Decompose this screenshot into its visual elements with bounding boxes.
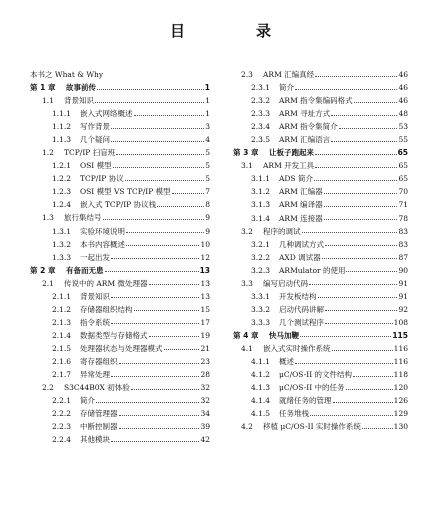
toc-entry-title: μC/OS-II 的文件结构 (279, 370, 353, 380)
toc-page-number: 71 (398, 200, 408, 210)
toc-leader-dots (126, 232, 204, 233)
toc-leader-dots (295, 89, 397, 90)
toc-subsection-entry (233, 198, 408, 211)
toc-page-number: 23 (200, 356, 210, 366)
toc-leader-dots (111, 128, 204, 129)
toc-page-number: 78 (398, 213, 408, 223)
toc-leader-dots (325, 310, 397, 311)
toc-entry-number: 3.1.4 (251, 213, 271, 223)
toc-page-number: 8 (205, 200, 210, 210)
toc-leader-dots (362, 428, 393, 429)
toc-entry-number: 4.1.4 (251, 396, 271, 406)
toc-entry-number: 3.2 (241, 226, 253, 236)
toc-page-number: 83 (398, 239, 408, 249)
toc-leader-dots (111, 376, 199, 377)
toc-leader-dots (302, 232, 398, 233)
toc-leader-dots (324, 206, 398, 207)
toc-entry-number: 1.1.3 (52, 135, 72, 145)
toc-leader-dots (325, 323, 393, 324)
toc-subsection-entry (30, 185, 210, 198)
toc-leader-dots (346, 271, 397, 272)
toc-subsection-entry (233, 238, 408, 251)
toc-leader-dots (331, 115, 397, 116)
toc-subsection-entry (233, 303, 408, 316)
toc-subsection-entry (30, 159, 210, 172)
toc-entry-number: 2.1.3 (52, 317, 72, 327)
toc-entry-title: ARM 指令集编码格式 (279, 96, 353, 106)
toc-entry-title: 几种调试方式 (279, 239, 324, 249)
toc-entry-title: 存储管理器 (80, 409, 118, 419)
toc-page-number: 116 (393, 357, 408, 367)
toc-leader-dots (318, 297, 398, 298)
toc-page-number: 1 (204, 83, 210, 92)
toc-subsection-entry (233, 251, 408, 264)
toc-column-left (30, 68, 210, 446)
toc-entry-title: 旅行集结号 (64, 213, 102, 223)
toc-leader-dots (125, 180, 205, 181)
toc-entry-title: ARM 汇编语言 (279, 135, 331, 145)
toc-entry-number: 1.2.3 (52, 187, 72, 197)
toc-section-entry (30, 211, 210, 224)
toc-entry-number: 2.2.1 (52, 396, 72, 406)
toc-leader-dots (96, 402, 199, 403)
toc-subsection-entry (233, 185, 408, 198)
toc-entry-title: ADS 简介 (279, 174, 313, 184)
toc-entry-number: 4.1 (241, 343, 253, 353)
toc-subsection-entry (30, 355, 210, 368)
toc-page-number: 115 (392, 330, 408, 340)
toc-page-number: 126 (393, 396, 408, 406)
toc-leader-dots (119, 428, 200, 429)
toc-subsection-entry (30, 251, 210, 264)
toc-page-number: 108 (393, 317, 408, 327)
toc-page-number: 1 (205, 96, 210, 106)
toc-page-number: 129 (393, 409, 408, 419)
toc-page-number: 32 (200, 396, 210, 406)
toc-entry-title: 任务堆栈 (279, 409, 309, 419)
toc-entry-number: 3.1.1 (251, 174, 271, 184)
toc-leader-dots (111, 258, 199, 259)
toc-page-number: 120 (393, 383, 408, 393)
toc-entry-number: 3.1.2 (251, 187, 271, 197)
toc-entry-number: 3.2.1 (251, 239, 271, 249)
toc-leader-dots (315, 167, 397, 168)
toc-page-number: 13 (200, 278, 210, 288)
toc-entry-title: 异常处理 (80, 370, 110, 380)
toc-leader-dots (134, 115, 205, 116)
toc-entry-title: 简介 (80, 396, 95, 406)
toc-page-number: 1 (205, 109, 210, 119)
toc-entry-number: 2.1.7 (52, 370, 72, 380)
toc-entry-title: 概述 (279, 357, 294, 367)
toc-subsection-entry (233, 381, 408, 394)
toc-leader-dots (324, 193, 398, 194)
toc-section-entry (233, 342, 408, 355)
toc-entry-number: 3.3.3 (251, 317, 271, 327)
toc-entry-title: 嵌入式实时操作系统 (263, 343, 331, 353)
toc-page-number: 19 (200, 330, 210, 340)
toc-entry-title: 其他模块 (80, 435, 110, 445)
toc-page-number: 46 (398, 83, 408, 93)
toc-entry-number: 4.1.1 (251, 357, 271, 367)
toc-entry-number: 2.1.6 (52, 356, 72, 366)
toc-leader-dots (315, 76, 397, 77)
toc-page-number: 91 (398, 291, 408, 301)
toc-entry-number: 2.2.3 (52, 422, 72, 432)
toc-chapter-entry (233, 146, 408, 159)
toc-entry-title: ARM 连接器 (279, 213, 323, 223)
toc-section-entry (30, 94, 210, 107)
toc-page-number: 5 (205, 148, 210, 158)
toc-entry-number: 第 3 章 (233, 148, 259, 158)
toc-entry-title: 背景知识 (64, 96, 94, 106)
preface-entry: 本书之 What & Why (30, 70, 104, 79)
toc-subsection-entry (30, 407, 210, 420)
toc-entry-number: 3.3.2 (251, 304, 271, 314)
toc-entry-number: 2.2 (42, 383, 54, 393)
toc-chapter-entry (233, 329, 408, 342)
toc-subsection-entry (233, 264, 408, 277)
toc-leader-dots (314, 180, 398, 181)
toc-leader-dots (111, 323, 199, 324)
toc-leader-dots (95, 102, 204, 103)
toc-entry-title: ARM 汇编真经 (263, 70, 315, 79)
toc-subsection-entry (233, 407, 408, 420)
toc-page-number: 87 (398, 252, 408, 262)
toc-leader-dots (105, 271, 199, 272)
toc-page-number: 118 (393, 370, 408, 380)
toc-entry-title: 传说中的 ARM 微处理器 (64, 278, 148, 288)
toc-subsection-entry (30, 120, 210, 133)
toc-leader-dots (315, 154, 397, 155)
toc-subsection-entry (233, 290, 408, 303)
toc-page-number: 12 (200, 252, 210, 262)
toc-page-number: 32 (200, 383, 210, 393)
toc-leader-dots (332, 350, 393, 351)
toc-entry-number: 第 4 章 (233, 330, 259, 340)
toc-leader-dots (111, 297, 199, 298)
toc-page-number: 42 (200, 435, 210, 445)
toc-chapter-entry (30, 81, 210, 94)
toc-section-entry (233, 68, 408, 81)
toc-leader-dots (113, 167, 205, 168)
toc-entry-number: 1.3 (42, 213, 54, 223)
toc-page-number: 5 (205, 161, 210, 171)
toc-page-number: 28 (200, 370, 210, 380)
toc-entry-title: ARM 指令集简介 (279, 122, 338, 132)
toc-entry-number: 3.1 (241, 161, 253, 171)
toc-leader-dots (164, 349, 200, 350)
toc-leader-dots (119, 363, 200, 364)
toc-entry-title: 指令系统 (80, 317, 110, 327)
toc-page-number: 130 (393, 422, 408, 432)
toc-entry-title: 嵌入式网络概述 (80, 109, 133, 119)
toc-leader-dots (324, 219, 398, 220)
toc-subsection-entry (30, 433, 210, 446)
toc-entry-number: 2.3.1 (251, 83, 271, 93)
toc-subsection-entry (233, 81, 408, 94)
toc-entry-number: 第 2 章 (30, 265, 56, 275)
toc-entry-title: 简介 (279, 83, 294, 93)
toc-entry-title: 寄存器组织 (80, 356, 118, 366)
toc-leader-dots (126, 245, 199, 246)
toc-entry-number: 1.1 (42, 96, 54, 106)
toc-entry-title: 背景知识 (80, 291, 110, 301)
toc-leader-dots (333, 402, 393, 403)
toc-page-number: 9 (205, 226, 210, 236)
toc-page-number: 48 (398, 109, 408, 119)
toc-subsection-entry (233, 133, 408, 146)
toc-entry-number: 1.2.2 (52, 174, 72, 184)
toc-subsection-entry (233, 120, 408, 133)
toc-subsection-entry (30, 198, 210, 211)
page-title: 目 录 (169, 22, 299, 40)
toc-entry-title: AXD 调试器 (279, 252, 321, 262)
toc-entry-number: 1.2.1 (52, 161, 72, 171)
toc-entry-title: 让板子跑起来 (269, 148, 314, 158)
toc-entry-title: μC/OS-II 中的任务 (279, 383, 345, 393)
toc-page-number: 91 (398, 278, 408, 288)
toc-entry-title: ARM 汇编器 (279, 187, 323, 197)
toc-subsection-entry (30, 290, 210, 303)
toc-subsection-entry (30, 172, 210, 185)
toc-chapter-entry (30, 264, 210, 277)
toc-leader-dots (331, 141, 397, 142)
toc-entry-title: TCP/IP 协议 (80, 174, 124, 184)
toc-entry-title: 中断控制器 (80, 422, 118, 432)
toc-entry-title: 写作背景 (80, 122, 110, 132)
toc-entry-title: 本书内容概述 (80, 239, 125, 249)
toc-entry-number: 2.3.3 (251, 109, 271, 119)
toc-subsection-entry (30, 225, 210, 238)
toc-entry-title: 程序的调试 (263, 226, 301, 236)
toc-leader-dots (103, 219, 205, 220)
toc-leader-dots (119, 415, 200, 416)
toc-entry-number: 1.3.1 (52, 226, 72, 236)
toc-entry-number: 2.1.2 (52, 304, 72, 314)
toc-subsection-entry (233, 394, 408, 407)
toc-entry-number: 4.2 (241, 422, 253, 432)
toc-column-right (233, 68, 408, 433)
toc-page-number: 65 (398, 174, 408, 184)
toc-page-number: 116 (393, 343, 408, 353)
toc-entry-number: 3.1.3 (251, 200, 271, 210)
toc-section-entry (233, 420, 408, 433)
toc-entry-number: 4.1.5 (251, 409, 271, 419)
toc-entry-title: 开发板结构 (279, 291, 317, 301)
toc-entry-number: 1.2 (42, 148, 54, 158)
toc-entry-number: 3.3.1 (251, 291, 271, 301)
toc-subsection-entry (30, 303, 210, 316)
toc-page-number: 65 (397, 148, 408, 158)
toc-entry-title: ARM 编译器 (279, 200, 323, 210)
toc-entry-title: 有备而无患 (66, 265, 104, 275)
toc-leader-dots (134, 310, 200, 311)
toc-leader-dots (295, 363, 393, 364)
toc-page-number: 65 (398, 161, 408, 171)
toc-entry-number: 1.3.3 (52, 252, 72, 262)
toc-entry-number: 2.2.4 (52, 435, 72, 445)
toc-section-entry (233, 225, 408, 238)
toc-leader-dots (111, 441, 199, 442)
toc-leader-dots (97, 89, 204, 90)
toc-entry-title: 处理器状态与处理器模式 (80, 343, 163, 353)
toc-page-number: 90 (398, 265, 408, 275)
toc-leader-dots (149, 284, 200, 285)
toc-page-number: 46 (398, 70, 408, 79)
toc-entry-number: 第 1 章 (30, 83, 56, 92)
toc-entry-title: TCP/IP 扫盲班 (64, 148, 116, 158)
toc-entry-number: 4.1.2 (251, 370, 271, 380)
toc-page-number: 13 (200, 291, 210, 301)
toc-entry-title: ARMulator 的使用 (279, 265, 346, 275)
toc-subsection-entry (30, 394, 210, 407)
toc-leader-dots (300, 336, 391, 337)
toc-leader-dots (149, 336, 200, 337)
toc-section-entry (233, 159, 408, 172)
toc-entry-title: 故事前传 (66, 83, 96, 92)
toc-page-number: 34 (200, 409, 210, 419)
toc-list-left (30, 81, 210, 446)
toc-leader-dots (354, 102, 398, 103)
toc-page-number: 70 (398, 187, 408, 197)
toc-subsection-entry (233, 316, 408, 329)
toc-subsection-entry (233, 94, 408, 107)
toc-entry-title: 就绪任务的管理 (279, 396, 332, 406)
toc-page-number: 5 (205, 174, 210, 184)
toc-entry-title: 移植 μC/OS-II 实时操作系统 (263, 422, 361, 432)
toc-leader-dots (309, 284, 397, 285)
toc-page-number: 3 (205, 122, 210, 132)
toc-entry-title: OSI 模型 VS TCP/IP 模型 (80, 187, 171, 197)
toc-entry-title: ARM 寻址方式 (279, 109, 331, 119)
toc-subsection-entry (233, 368, 408, 381)
toc-subsection-entry (233, 107, 408, 120)
toc-entry-number: 1.3.2 (52, 239, 72, 249)
toc-entry-title: 快马加鞭 (269, 330, 299, 340)
toc-subsection-entry (30, 133, 210, 146)
toc-leader-dots (339, 128, 398, 129)
toc-entry-number: 4.1.3 (251, 383, 271, 393)
toc-page-number: 53 (398, 122, 408, 132)
toc-leader-dots (116, 154, 204, 155)
toc-entry-number: 1.2.4 (52, 200, 72, 210)
toc-leader-dots (310, 415, 393, 416)
toc-subsection-entry (30, 342, 210, 355)
toc-entry-title: ARM 开发工具 (263, 161, 315, 171)
toc-leader-dots (131, 389, 200, 390)
toc-entry-title: 嵌入式 TCP/IP 协议栈 (80, 200, 157, 210)
toc-entry-title: S3C44B0X 初体验 (64, 383, 130, 393)
toc-page-number: 7 (205, 187, 210, 197)
toc-page-number: 17 (200, 317, 210, 327)
toc-subsection-entry (30, 329, 210, 342)
toc-section-entry (30, 277, 210, 290)
toc-entry-number: 3.3 (241, 278, 253, 288)
toc-leader-dots (172, 193, 205, 194)
toc-leader-dots (325, 245, 397, 246)
toc-page-number: 55 (398, 135, 408, 145)
toc-entry-number: 1.1.1 (52, 109, 72, 119)
toc-leader-dots (157, 206, 204, 207)
toc-subsection-entry (233, 212, 408, 225)
toc-entry-number: 2.3.5 (251, 135, 271, 145)
toc-entry-number: 2.2.2 (52, 409, 72, 419)
toc-page-number: 92 (398, 304, 408, 314)
toc-page-number: 9 (205, 213, 210, 223)
toc-page-number: 10 (200, 239, 210, 249)
toc-section-entry (233, 277, 408, 290)
toc-page-number: 13 (199, 265, 210, 275)
toc-entry-number: 2.3.2 (251, 96, 271, 106)
toc-section-entry (30, 146, 210, 159)
toc-entry-title: 实验环境说明 (80, 226, 125, 236)
toc-entry-number: 2.1.4 (52, 330, 72, 340)
toc-subsection-entry (233, 355, 408, 368)
toc-subsection-entry (30, 316, 210, 329)
toc-entry-title: 几个测试程序 (279, 317, 324, 327)
toc-subsection-entry (30, 368, 210, 381)
toc-subsection-entry (30, 107, 210, 120)
toc-entry-title: 数据类型与存储格式 (80, 330, 148, 340)
toc-entry-number: 2.1.1 (52, 291, 72, 301)
toc-entry-title: OSI 模型 (80, 161, 112, 171)
toc-entry-number: 1.1.2 (52, 122, 72, 132)
toc-leader-dots (346, 389, 393, 390)
toc-entry-number: 3.2.2 (251, 252, 271, 262)
toc-entry-number: 2.3.4 (251, 122, 271, 132)
toc-page-number: 15 (200, 304, 210, 314)
toc-entry-number: 3.2.3 (251, 265, 271, 275)
toc-page-number: 83 (398, 226, 408, 236)
toc-leader-dots (353, 376, 393, 377)
toc-page-number: 4 (205, 135, 210, 145)
toc-entry-title: 编写启动代码 (263, 278, 308, 288)
toc-entry-number: 2.1.5 (52, 343, 72, 353)
toc-subsection-entry (233, 172, 408, 185)
toc-leader-dots (322, 258, 398, 259)
toc-subsection-entry (30, 420, 210, 433)
toc-section-entry (30, 381, 210, 394)
toc-entry-title: 启动代码讲解 (279, 304, 324, 314)
toc-page-number: 46 (398, 96, 408, 106)
toc-entry-number: 2.3 (241, 70, 253, 79)
toc-entry-title: 存储器组织结构 (80, 304, 133, 314)
toc-entry-number: 2.1 (42, 278, 54, 288)
toc-entry-title: 几个疑问 (80, 135, 110, 145)
toc-entry-title: 一起出发 (80, 252, 110, 262)
toc-page-number: 21 (200, 343, 210, 353)
toc-subsection-entry (30, 238, 210, 251)
toc-page-number: 39 (200, 422, 210, 432)
toc-list-right (233, 68, 408, 433)
toc-leader-dots (111, 141, 204, 142)
